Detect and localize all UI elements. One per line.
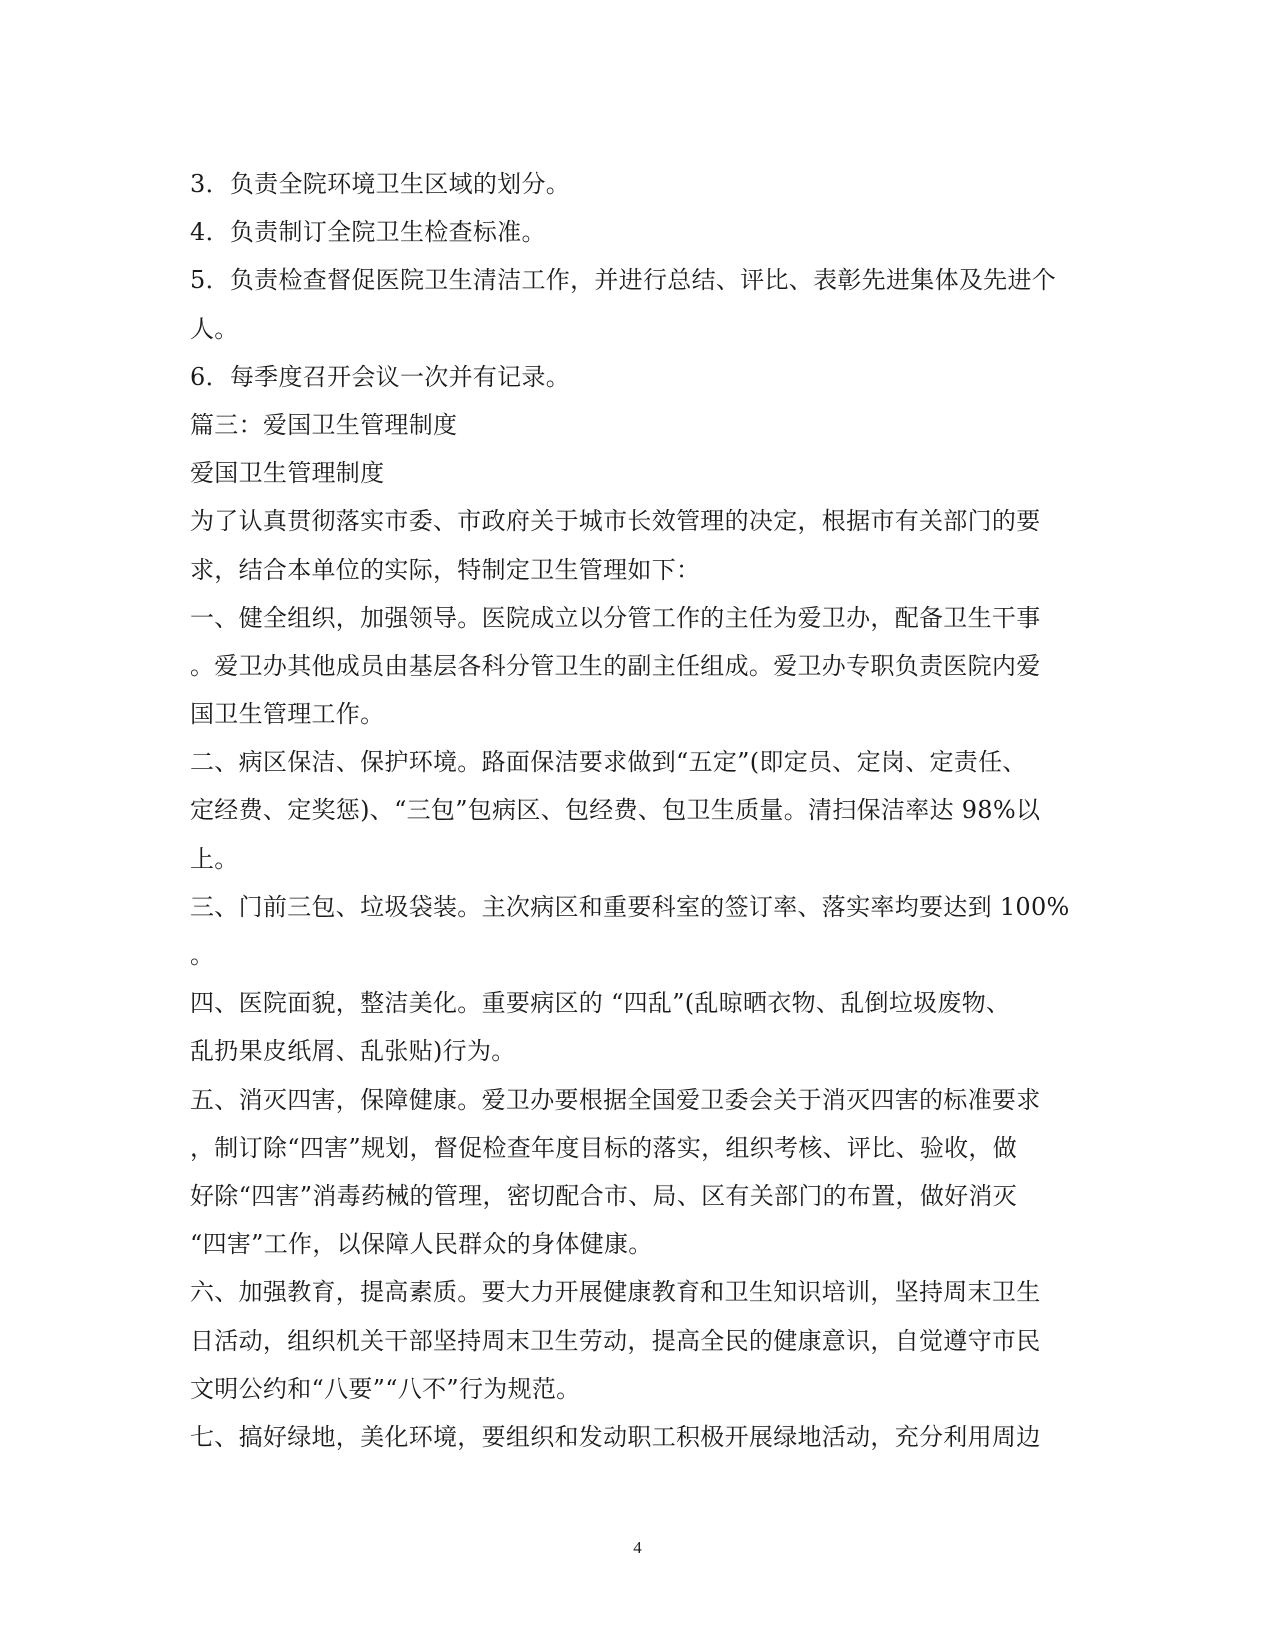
text-line: 三、门前三包、垃圾袋装。主次病区和重要科室的签订率、落实率均要达到 100%: [190, 892, 1070, 921]
text-line: 。: [190, 941, 215, 969]
text-line: 6．每季度召开会议一次并有记录。: [190, 362, 571, 391]
text-line: 求，结合本单位的实际，特制定卫生管理如下：: [190, 555, 701, 584]
text-line: 文明公约和“八要”“八不”行为规范。: [190, 1374, 581, 1403]
text-line: 定经费、定奖惩)、“三包”包病区、包经费、包卫生质量。清扫保洁率达 98%以: [190, 796, 1041, 825]
text-line: 国卫生管理工作。: [190, 700, 385, 729]
body-text: [190, 160, 1090, 1461]
text-line: 为了认真贯彻落实市委、市政府关于城市长效管理的决定，根据市有关部门的要: [190, 507, 1041, 536]
text-line: 二、病区保洁、保护环境。路面保洁要求做到“五定”(即定员、定岗、定责任、: [190, 748, 1027, 777]
text-line: “四害”工作，以保障人民群众的身体健康。: [190, 1230, 653, 1259]
text-line: 七、搞好绿地，美化环境，要组织和发动职工积极开展绿地活动，充分利用周边: [190, 1422, 1041, 1451]
text-line: 乱扔果皮纸屑、乱张贴)行为。: [190, 1037, 516, 1066]
text-line: 六、加强教育，提高素质。要大力开展健康教育和卫生知识培训，坚持周末卫生: [190, 1278, 1041, 1307]
text-line: 3．负责全院环境卫生区域的划分。: [190, 170, 571, 198]
text-line: 人。: [190, 314, 239, 343]
text-line: 爱国卫生管理制度: [190, 459, 385, 488]
text-line: 4．负责制订全院卫生检查标准。: [190, 218, 546, 247]
text-line: ，制订除“四害”规划，督促检查年度目标的落实，组织考核、评比、验收，做: [190, 1133, 1018, 1162]
text-line: 好除“四害”消毒药械的管理，密切配合市、局、区有关部门的布置，做好消灭: [190, 1181, 1018, 1210]
text-line: 。爱卫办其他成员由基层各科分管卫生的副主任组成。爱卫办专职负责医院内爱: [190, 651, 1041, 680]
text-line: 一、健全组织，加强领导。医院成立以分管工作的主任为爱卫办，配备卫生干事: [190, 603, 1041, 632]
text-line: 篇三：爱国卫生管理制度: [190, 410, 458, 439]
text-line: 日活动，组织机关干部坚持周末卫生劳动，提高全民的健康意识，自觉遵守市民: [190, 1326, 1041, 1355]
page-number: 4: [633, 1538, 642, 1557]
text-line: 上。: [190, 844, 239, 873]
text-line: 四、医院面貌，整洁美化。重要病区的 “四乱”(乱晾晒衣物、乱倒垃圾废物、: [190, 989, 1011, 1018]
text-line: 五、消灭四害，保障健康。爱卫办要根据全国爱卫委会关于消灭四害的标准要求: [190, 1085, 1041, 1114]
text-line: 5．负责检查督促医院卫生清洁工作，并进行总结、评比、表彰先进集体及先进个: [190, 266, 1057, 295]
